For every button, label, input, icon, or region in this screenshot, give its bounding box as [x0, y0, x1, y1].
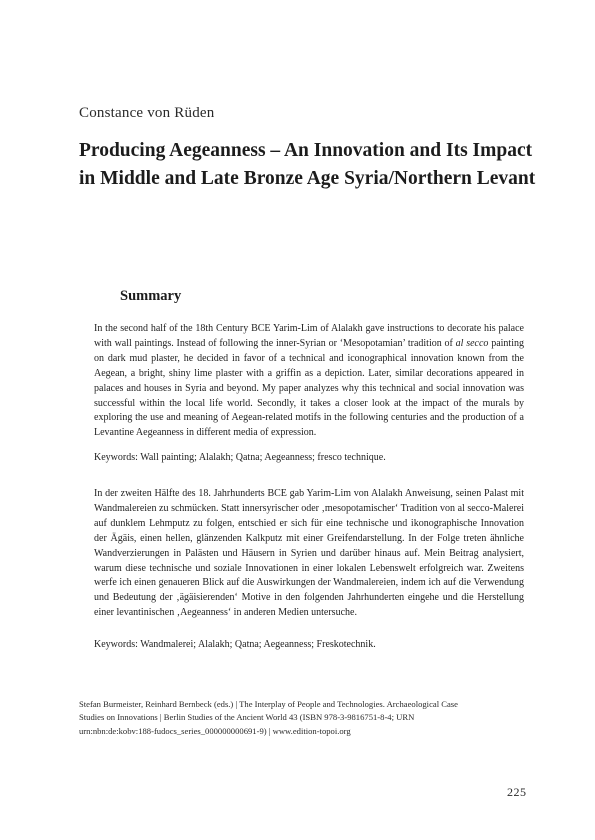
abstract-english	[94, 322, 524, 441]
page-number: 225	[507, 785, 527, 799]
article-title: Producing Aegeanness – An Innovation and Its Impact in Middle and Late Bronze Age Syria/Northern Levant	[79, 140, 536, 189]
abstract-english-part1: In the second half of the 18th Century BCE Yarim-Lim of Alalakh gave instructions to decorate his palace with wall paintings. Instead of following the inner-Syrian or ‘Mesopotamian’ tradition of	[94, 323, 524, 349]
abstract-english-part2: painting on dark mud plaster, he decided in favor of a technical and iconographical innovation known from the Aegean, a bright, shiny lime plaster with a griffin as a depiction. Later, similar decorations appeared in palaces and houses in Syria and beyond. My paper analyzes why this technical and social innovation was successful within the local life world. Secondly, it takes a closer look at the impact of the murals by exploring the use and meaning of Aegean-related motifs in the following centuries and the production of a Levantine Aegeanness in different media of expression.	[94, 337, 524, 439]
citation-footer: Stefan Burmeister, Reinhard Bernbeck (eds.) | The Interplay of People and Technologies. Archaeological Case Studies on Innovations | Berlin Studies of the Ancient World 43 (ISBN 978-3-9816751-8-4; URN urn:nbn:de:kobv:188-fudocs_series_000000000691-9) | www.edition-topoi.org	[79, 699, 458, 736]
abstract-english-italic: al secco	[455, 337, 489, 349]
author-name: Constance von Rüden	[79, 105, 215, 121]
summary-heading: Summary	[120, 288, 182, 304]
keywords-german: Keywords: Wandmalerei; Alalakh; Qatna; Aegeanness; Freskotechnik.	[94, 639, 376, 650]
keywords-english: Keywords: Wall painting; Alalakh; Qatna; Aegeanness; fresco technique.	[94, 452, 386, 463]
abstract-german: In der zweiten Hälfte des 18. Jahrhunderts BCE gab Yarim-Lim von Alalakh Anweisung, seinen Palast mit Wandmalereien zu schmücken. Statt innersyrischer oder ‚mesopotamischer‘ Tradition von al secco-Malerei auf dunklem Lehmputz zu folgen, entschied er sich für eine technische und ikonographische Innovation der Ägäis, einen hellen, glänzenden Kalkputz mit einer Greifendarstellung. In der Folge treten ähnliche Wandverzierungen in Palästen und Häusern in Syrien und darüber hinaus auf. Mein Beitrag analysiert, warum diese technische und soziale Innovationen in einer lokalen Lebenswelt erfolgreich war. Zweitens werfe ich einen genaueren Blick auf die Auswirkungen der Wandmalereien, indem ich auf die Verwendung und Bedeutung der ‚ägäisierenden‘ Motive in den folgenden Jahrhunderten eingehe und die Herstellung einer levantinischen ‚Aegeanness‘ in anderen Medien untersuche.	[94, 488, 524, 619]
